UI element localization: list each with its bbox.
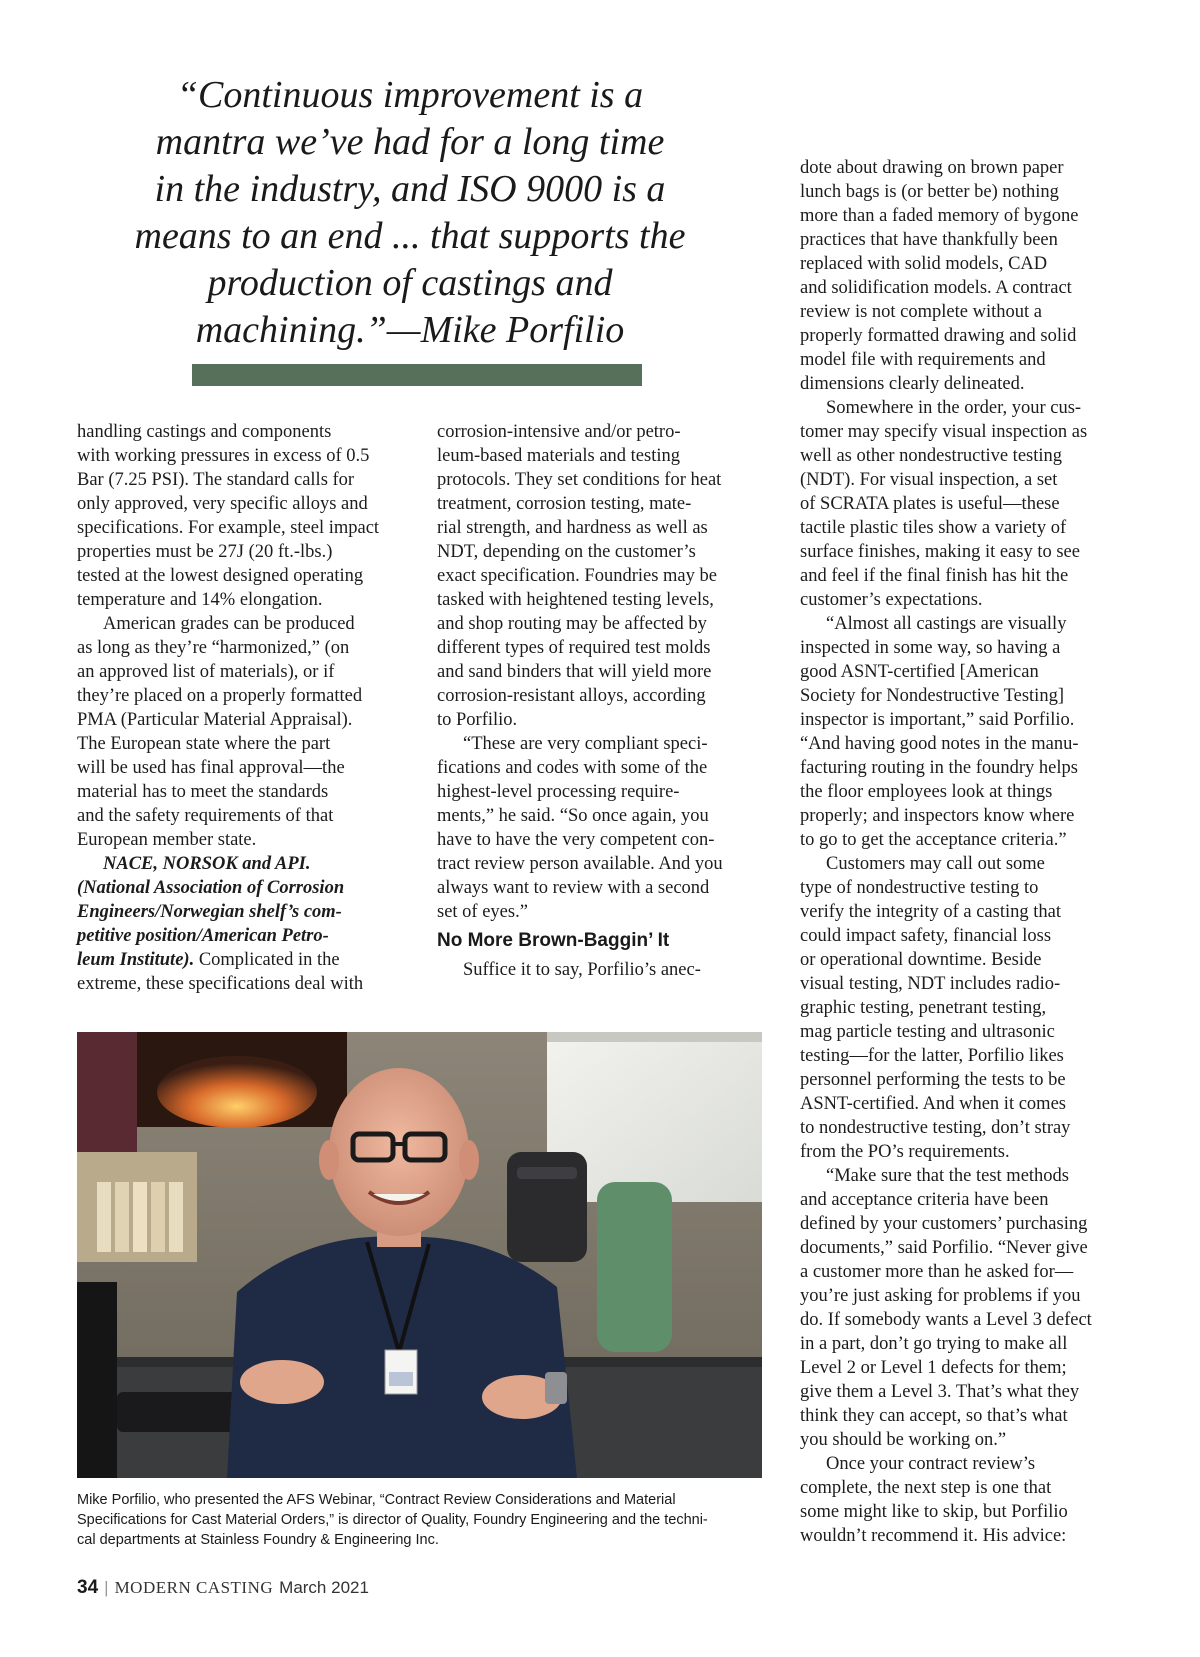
- text-line: always want to review with a second: [437, 878, 710, 898]
- text-line: lunch bags is (or better be) nothing: [800, 182, 1059, 202]
- text-line: European member state.: [77, 830, 257, 850]
- text-line: tasked with heightened testing levels,: [437, 590, 714, 610]
- text-line: facturing routing in the foundry helps: [800, 758, 1078, 778]
- page-number: 34: [77, 1577, 99, 1598]
- text-line: review is not complete without a: [800, 302, 1042, 322]
- text-line: in a part, don’t go trying to make all: [800, 1334, 1068, 1354]
- text-line: good ASNT-certified [American: [800, 662, 1039, 682]
- text-line: or operational downtime. Beside: [800, 950, 1042, 970]
- text-line: American grades can be produced: [103, 614, 355, 634]
- text-line: fications and codes with some of the: [437, 758, 708, 778]
- text-line: replaced with solid models, CAD: [800, 254, 1048, 274]
- text-line: corrosion-intensive and/or petro-: [437, 422, 681, 442]
- text-line: handling castings and components: [77, 422, 332, 442]
- text-line: inspected in some way, so having a: [800, 638, 1061, 658]
- text-line: practices that have thankfully been: [800, 230, 1058, 250]
- text-line: model file with requirements and: [800, 350, 1046, 370]
- issue-date: March 2021: [279, 1578, 369, 1597]
- pull-quote-line: mantra we’ve had for a long time: [155, 121, 665, 163]
- text-line: (NDT). For visual inspection, a set: [800, 470, 1058, 490]
- text-line: type of nondestructive testing to: [800, 878, 1039, 898]
- text-line: Society for Nondestructive Testing]: [800, 686, 1064, 706]
- text-line: and solidification models. A contract: [800, 278, 1072, 298]
- text-line: from the PO’s requirements.: [800, 1142, 1010, 1162]
- inline-heading: NACE, NORSOK and API.: [103, 854, 311, 874]
- article-column-1: [77, 420, 379, 996]
- text-line: do. If somebody wants a Level 3 defect: [800, 1310, 1092, 1330]
- pull-quote-line: “Continuous improvement is a: [176, 74, 644, 116]
- text-line: Suffice it to say, Porfilio’s anec-: [463, 960, 701, 980]
- text-line: an approved list of materials), or if: [77, 662, 335, 682]
- text-line: you’re just asking for problems if you: [800, 1286, 1081, 1306]
- text-line: “Make sure that the test methods: [826, 1166, 1070, 1186]
- text-line: ASNT-certified. And when it comes: [800, 1094, 1066, 1114]
- text-line: a customer more than he asked for—: [800, 1262, 1074, 1282]
- text-line: verify the integrity of a casting that: [800, 902, 1061, 922]
- text-line: with working pressures in excess of 0.5: [77, 446, 370, 466]
- text-line: exact specification. Foundries may be: [437, 566, 717, 586]
- text-line: defined by your customers’ purchasing: [800, 1214, 1088, 1234]
- text-line: PMA (Particular Material Appraisal).: [77, 710, 353, 730]
- text-line: mag particle testing and ultrasonic: [800, 1022, 1055, 1042]
- pull-quote-line: in the industry, and ISO 9000 is a: [154, 168, 666, 210]
- inline-heading: petitive position/American Petro-: [77, 926, 329, 946]
- text-line: complete, the next step is one that: [800, 1478, 1052, 1498]
- text-line: “And having good notes in the manu-: [800, 734, 1079, 754]
- text-fragment: Complicated in the: [198, 950, 340, 970]
- text-line: customer’s expectations.: [800, 590, 983, 610]
- footer-separator: |: [104, 1578, 109, 1597]
- text-line: tract review person available. And you: [437, 854, 723, 874]
- text-line: Once your contract review’s: [826, 1454, 1036, 1474]
- text-line: extreme, these specifications deal with: [77, 974, 364, 994]
- portrait-photo-illustration: [77, 1032, 762, 1478]
- text-line: wouldn’t recommend it. His advice:: [800, 1526, 1067, 1546]
- article-column-3: [800, 156, 1092, 1548]
- pull-quote-line: means to an end ... that supports the: [134, 215, 686, 257]
- text-line: properly; and inspectors know where: [800, 806, 1075, 826]
- text-line: have to have the very competent con-: [437, 830, 715, 850]
- pull-quote-line: production of castings and: [207, 262, 613, 304]
- text-line: Bar (7.25 PSI). The standard calls for: [77, 470, 355, 490]
- text-line: more than a faded memory of bygone: [800, 206, 1079, 226]
- text-line: only approved, very specific alloys and: [77, 494, 368, 514]
- text-line: protocols. They set conditions for heat: [437, 470, 722, 490]
- text-line: documents,” said Porfilio. “Never give: [800, 1238, 1088, 1258]
- text-line: they’re placed on a properly formatted: [77, 686, 363, 706]
- text-line: some might like to skip, but Porfilio: [800, 1502, 1068, 1522]
- portrait-photo: [77, 1032, 762, 1478]
- caption-line: Mike Porfilio, who presented the AFS Webinar, “Contract Review Considerations and Material: [77, 1492, 676, 1508]
- text-line: NDT, depending on the customer’s: [437, 542, 696, 562]
- text-line: think they can accept, so that’s what: [800, 1406, 1068, 1426]
- text-line: give them a Level 3. That’s what they: [800, 1382, 1080, 1402]
- text-line: well as other nondestructive testing: [800, 446, 1063, 466]
- caption-line: Specifications for Cast Material Orders,” is director of Quality, Foundry Engineering and the techni-: [77, 1512, 708, 1528]
- text-line: specifications. For example, steel impact: [77, 518, 380, 538]
- text-line: highest-level processing require-: [437, 782, 680, 802]
- text-line: tested at the lowest designed operating: [77, 566, 364, 586]
- inline-heading: Engineers/Norwegian shelf’s com-: [77, 902, 342, 922]
- text-line: temperature and 14% elongation.: [77, 590, 323, 610]
- text-line: personnel performing the tests to be: [800, 1070, 1066, 1090]
- inline-heading: leum Institute).: [77, 950, 195, 970]
- text-line: will be used has final approval—the: [77, 758, 345, 778]
- text-line: treatment, corrosion testing, mate-: [437, 494, 692, 514]
- text-line: Level 2 or Level 1 defects for them;: [800, 1358, 1067, 1378]
- text-line: and feel if the final finish has hit the: [800, 566, 1069, 586]
- text-line: properties must be 27J (20 ft.-lbs.): [77, 542, 333, 562]
- text-line: different types of required test molds: [437, 638, 711, 658]
- text-line: ments,” he said. “So once again, you: [437, 806, 709, 826]
- section-subheading: No More Brown-Baggin’ It: [437, 930, 670, 951]
- text-line: visual testing, NDT includes radio-: [800, 974, 1061, 994]
- text-line: graphic testing, penetrant testing,: [800, 998, 1047, 1018]
- caption-line: cal departments at Stainless Foundry & Engineering Inc.: [77, 1532, 439, 1548]
- text-line: material has to meet the standards: [77, 782, 329, 802]
- text-line: tactile plastic tiles show a variety of: [800, 518, 1067, 538]
- text-line: testing—for the latter, Porfilio likes: [800, 1046, 1064, 1066]
- text-line: dote about drawing on brown paper: [800, 158, 1064, 178]
- pull-quote-line: machining.”—Mike Porfilio: [195, 309, 625, 351]
- text-line: tomer may specify visual inspection as: [800, 422, 1088, 442]
- text-line: dimensions clearly delineated.: [800, 374, 1025, 394]
- text-line: properly formatted drawing and solid: [800, 326, 1077, 346]
- text-line: as long as they’re “harmonized,” (on: [77, 638, 350, 658]
- text-line: and shop routing may be affected by: [437, 614, 707, 634]
- text-line: Somewhere in the order, your cus-: [826, 398, 1082, 418]
- text-line: set of eyes.”: [437, 902, 528, 922]
- pull-quote-accent-bar: [192, 364, 642, 386]
- pull-quote: [115, 72, 705, 354]
- text-line: rial strength, and hardness as well as: [437, 518, 708, 538]
- text-line: and sand binders that will yield more: [437, 662, 712, 682]
- text-line: to nondestructive testing, don’t stray: [800, 1118, 1071, 1138]
- text-line: corrosion-resistant alloys, according: [437, 686, 706, 706]
- text-line: Customers may call out some: [826, 854, 1045, 874]
- page-footer: [77, 1576, 369, 1600]
- text-line: you should be working on.”: [800, 1430, 1007, 1450]
- text-line: and acceptance criteria have been: [800, 1190, 1049, 1210]
- photo-caption: [77, 1490, 767, 1550]
- text-line: inspector is important,” said Porfilio.: [800, 710, 1075, 730]
- publication-name: MODERN CASTING: [114, 1578, 274, 1597]
- text-line: to go to get the acceptance criteria.”: [800, 830, 1067, 850]
- text-line: to Porfilio.: [437, 710, 518, 730]
- text-line: the floor employees look at things: [800, 782, 1053, 802]
- article-column-2: [437, 420, 723, 982]
- text-line: [77, 948, 379, 972]
- text-line: “These are very compliant speci-: [463, 734, 708, 754]
- text-line: could impact safety, financial loss: [800, 926, 1052, 946]
- text-line: of SCRATA plates is useful—these: [800, 494, 1060, 514]
- text-line: and the safety requirements of that: [77, 806, 334, 826]
- text-line: “Almost all castings are visually: [826, 614, 1067, 634]
- text-line: leum-based materials and testing: [437, 446, 680, 466]
- inline-heading: (National Association of Corrosion: [77, 878, 345, 898]
- text-line: The European state where the part: [77, 734, 331, 754]
- text-line: surface finishes, making it easy to see: [800, 542, 1080, 562]
